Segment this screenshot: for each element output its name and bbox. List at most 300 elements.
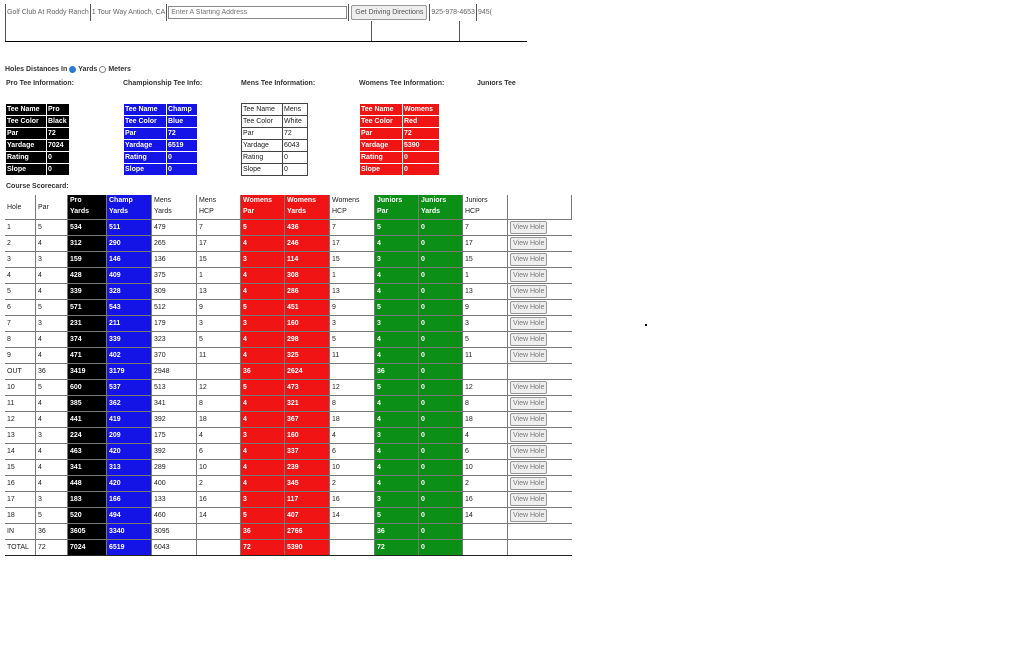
scorecard-cell: 16: [330, 492, 375, 508]
scorecard-cell: 4: [375, 460, 419, 476]
champ-tee-row: [124, 128, 198, 140]
scorecard-cell: 4: [241, 476, 285, 492]
view-hole-cell: [508, 332, 572, 348]
scorecard-cell: 436: [285, 220, 330, 236]
scorecard-cell: 15: [5, 460, 36, 476]
scorecard-cell: 5: [330, 332, 375, 348]
scorecard-cell: 11: [5, 396, 36, 412]
scorecard-cell: 2: [5, 236, 36, 252]
scorecard-cell: 3: [241, 316, 285, 332]
scorecard-cell: 4: [241, 284, 285, 300]
scorecard-row: [5, 364, 572, 380]
scorecard-cell: 309: [152, 284, 197, 300]
scorecard-cell: 4: [36, 268, 68, 284]
scorecard-cell: 511: [107, 220, 152, 236]
scorecard-row: [5, 380, 572, 396]
scorecard-cell: 4: [241, 236, 285, 252]
scorecard-row: [5, 540, 572, 556]
scorecard-cell: 6: [5, 300, 36, 316]
scorecard-cell: 479: [152, 220, 197, 236]
scorecard-cell: 3: [241, 428, 285, 444]
scorecard-cell: 385: [68, 396, 107, 412]
scorecard-cell: 370: [152, 348, 197, 364]
scorecard-cell: 4: [330, 428, 375, 444]
scorecard-cell: 0: [419, 364, 463, 380]
scorecard-cell: 537: [107, 380, 152, 396]
scorecard-cell: 409: [107, 268, 152, 284]
view-hole-button[interactable]: View Hole: [510, 413, 547, 426]
scorecard-cell: 1: [463, 268, 508, 284]
scorecard-cell: [330, 524, 375, 540]
scorecard-cell: 0: [419, 444, 463, 460]
scorecard-cell: 341: [68, 460, 107, 476]
scorecard-cell: 12: [463, 380, 508, 396]
pro-tee-label: Rating: [6, 152, 47, 164]
scorecard-cell: 460: [152, 508, 197, 524]
scorecard-cell: 0: [419, 236, 463, 252]
scorecard-cell: 375: [152, 268, 197, 284]
scorecard-cell: 5: [36, 220, 68, 236]
champ-tee-row: [124, 104, 198, 116]
scorecard-cell: [463, 540, 508, 556]
mens-tee-value: 72: [283, 128, 308, 140]
scorecard-cell: 0: [419, 396, 463, 412]
yards-radio[interactable]: [69, 66, 76, 73]
scorecard-cell: 4: [241, 460, 285, 476]
scorecard-cell: 4: [241, 348, 285, 364]
scorecard-cell: 72: [36, 540, 68, 556]
mens-tee-value: 0: [283, 152, 308, 164]
mens-tee-value: White: [283, 116, 308, 128]
scorecard-cell: [330, 364, 375, 380]
view-hole-cell: [508, 444, 572, 460]
scorecard-cell: 13: [463, 284, 508, 300]
scorecard-cell: 1: [197, 268, 241, 284]
champ-tee-value: Champ: [167, 104, 198, 116]
scorecard-cell: 323: [152, 332, 197, 348]
scorecard-cell: 36: [241, 364, 285, 380]
scorecard-cell: 133: [152, 492, 197, 508]
units-label: Holes Distances In: [5, 66, 68, 73]
scorecard-cell: 7: [197, 220, 241, 236]
scorecard-cell: 451: [285, 300, 330, 316]
mens-tee-label: Tee Color: [242, 116, 283, 128]
scorecard-row: [5, 332, 572, 348]
scorecard-row: [5, 284, 572, 300]
scorecard-cell: 18: [330, 412, 375, 428]
view-hole-button[interactable]: View Hole: [510, 253, 547, 266]
womens-tee-row: [360, 128, 440, 140]
scorecard-cell: 15: [463, 252, 508, 268]
mens-tee-label: Tee Name: [242, 104, 283, 116]
womens-tee-row: [360, 104, 440, 116]
view-hole-button[interactable]: View Hole: [510, 445, 547, 458]
scorecard-cell: 7: [5, 316, 36, 332]
scorecard-cell: 72: [375, 540, 419, 556]
scorecard-cell: 3: [375, 316, 419, 332]
scorecard-cell: 72: [241, 540, 285, 556]
scorecard-cell: 339: [107, 332, 152, 348]
view-hole-cell: [508, 524, 572, 540]
scorecard-cell: 374: [68, 332, 107, 348]
view-hole-cell: [508, 236, 572, 252]
view-hole-cell: [508, 252, 572, 268]
meters-radio[interactable]: [99, 66, 106, 73]
scorecard-row: [5, 476, 572, 492]
scorecard-cell: 0: [419, 428, 463, 444]
pro-tee-row: [6, 128, 70, 140]
view-hole-cell: [508, 348, 572, 364]
scorecard-row: [5, 460, 572, 476]
scorecard-cell: 4: [197, 428, 241, 444]
scorecard-cell: 5: [241, 220, 285, 236]
view-hole-cell: [508, 508, 572, 524]
scorecard-cell: 0: [419, 268, 463, 284]
scorecard-cell: 3095: [152, 524, 197, 540]
scorecard-cell: 328: [107, 284, 152, 300]
view-hole-button[interactable]: View Hole: [510, 349, 547, 362]
meters-label: Meters: [108, 66, 131, 73]
scorecard-cell: 18: [197, 412, 241, 428]
scorecard-cell: 8: [463, 396, 508, 412]
scorecard-cell: 18: [463, 412, 508, 428]
champ-tee-value: 6519: [167, 140, 198, 152]
scorecard-cell: 14: [5, 444, 36, 460]
scorecard-cell: 239: [285, 460, 330, 476]
view-hole-cell: [508, 476, 572, 492]
scorecard-cell: 0: [419, 460, 463, 476]
scorecard-cell: 12: [197, 380, 241, 396]
scorecard-cell: 3: [375, 428, 419, 444]
scorecard-row: [5, 220, 572, 236]
scorecard-cell: OUT: [5, 364, 36, 380]
scorecard-cell: 534: [68, 220, 107, 236]
scorecard-cell: 16: [197, 492, 241, 508]
womens-tee-value: 0: [403, 152, 440, 164]
scorecard-table: [5, 195, 572, 556]
champ-tee-label: Yardage: [124, 140, 167, 152]
scorecard-cell: 6043: [152, 540, 197, 556]
womens-tee-heading: Womens Tee Information:: [359, 80, 445, 87]
scorecard-cell: 16: [463, 492, 508, 508]
scorecard-cell: 2948: [152, 364, 197, 380]
view-hole-button[interactable]: View Hole: [510, 381, 547, 394]
scorecard-header-cell: [508, 195, 572, 220]
pro-tee-row: [6, 104, 70, 116]
scorecard-cell: 337: [285, 444, 330, 460]
scorecard-cell: 5390: [285, 540, 330, 556]
womens-tee-row: [360, 152, 440, 164]
scorecard-cell: 321: [285, 396, 330, 412]
scorecard-cell: 7024: [68, 540, 107, 556]
scorecard-row: [5, 492, 572, 508]
champ-tee-row: [124, 152, 198, 164]
champ-tee-value: 0: [167, 152, 198, 164]
scorecard-cell: 4: [36, 460, 68, 476]
scorecard-cell: 298: [285, 332, 330, 348]
scorecard-cell: 0: [419, 220, 463, 236]
scorecard-header-cell: Womens HCP: [330, 195, 375, 220]
scorecard-cell: 5: [241, 508, 285, 524]
scorecard-cell: 428: [68, 268, 107, 284]
scorecard-cell: 571: [68, 300, 107, 316]
scorecard-cell: IN: [5, 524, 36, 540]
scorecard-header-cell: Womens Par: [241, 195, 285, 220]
scorecard-cell: 448: [68, 476, 107, 492]
scorecard-cell: 4: [375, 236, 419, 252]
scorecard-cell: 9: [197, 300, 241, 316]
scorecard-cell: 4: [36, 444, 68, 460]
pro-tee-row: [6, 164, 70, 176]
scorecard-cell: 4: [36, 332, 68, 348]
view-hole-button[interactable]: View Hole: [510, 285, 547, 298]
womens-tee-label: Slope: [360, 164, 403, 176]
mens-tee-value: 6043: [283, 140, 308, 152]
scorecard-cell: 17: [197, 236, 241, 252]
view-hole-button[interactable]: View Hole: [510, 461, 547, 474]
scorecard-header-cell: Pro Yards: [68, 195, 107, 220]
scorecard-header-row: [5, 195, 572, 220]
scorecard-cell: 4: [36, 236, 68, 252]
scorecard-cell: 6519: [107, 540, 152, 556]
scorecard-cell: 13: [197, 284, 241, 300]
scorecard-cell: 0: [419, 284, 463, 300]
champ-tee-label: Slope: [124, 164, 167, 176]
scorecard-cell: 6: [330, 444, 375, 460]
scorecard-header-cell: Womens Yards: [285, 195, 330, 220]
champ-tee-label: Tee Name: [124, 104, 167, 116]
scorecard-cell: 3: [330, 316, 375, 332]
pro-tee-value: Pro: [47, 104, 70, 116]
scorecard-cell: 0: [419, 300, 463, 316]
scorecard-header-cell: Juniors Yards: [419, 195, 463, 220]
scorecard-cell: 5: [375, 380, 419, 396]
scorecard-cell: [197, 540, 241, 556]
scorecard-cell: 18: [5, 508, 36, 524]
mens-tee-row: [242, 128, 308, 140]
scorecard-cell: 10: [197, 460, 241, 476]
scorecard-cell: 36: [375, 364, 419, 380]
scorecard-cell: 36: [375, 524, 419, 540]
scorecard-cell: 4: [241, 332, 285, 348]
view-hole-button[interactable]: View Hole: [510, 397, 547, 410]
scorecard-cell: 117: [285, 492, 330, 508]
view-hole-button[interactable]: View Hole: [510, 317, 547, 330]
scorecard-cell: 11: [463, 348, 508, 364]
scorecard-cell: 0: [419, 252, 463, 268]
scorecard-cell: 14: [330, 508, 375, 524]
view-hole-cell: [508, 460, 572, 476]
mens-tee-row: [242, 104, 308, 116]
mens-tee-row: [242, 164, 308, 176]
pro-tee-heading: Pro Tee Information:: [6, 80, 74, 87]
view-hole-cell: [508, 220, 572, 236]
scorecard-cell: 11: [330, 348, 375, 364]
stray-dot: [645, 324, 647, 326]
scorecard-cell: 5: [241, 300, 285, 316]
scorecard-cell: 4: [375, 396, 419, 412]
mens-tee-label: Yardage: [242, 140, 283, 152]
scorecard-cell: 5: [197, 332, 241, 348]
scorecard-cell: [463, 364, 508, 380]
scorecard-cell: 5: [463, 332, 508, 348]
scorecard-cell: 441: [68, 412, 107, 428]
scorecard-cell: 5: [375, 220, 419, 236]
womens-tee-value: Womens: [403, 104, 440, 116]
juniors-tee-heading: Juniors Tee: [477, 80, 516, 87]
pro-tee-value: Black: [47, 116, 70, 128]
scorecard-cell: 3419: [68, 364, 107, 380]
womens-tee-value: 5390: [403, 140, 440, 152]
scorecard-cell: 308: [285, 268, 330, 284]
view-hole-button[interactable]: View Hole: [510, 269, 547, 282]
scorecard-header-cell: Hole: [5, 195, 36, 220]
scorecard-cell: 4: [36, 348, 68, 364]
view-hole-button[interactable]: View Hole: [510, 221, 547, 234]
scorecard-cell: 7: [330, 220, 375, 236]
scorecard-header-cell: Juniors Par: [375, 195, 419, 220]
scorecard-cell: 11: [197, 348, 241, 364]
scorecard-cell: 290: [107, 236, 152, 252]
champ-tee-value: Blue: [167, 116, 198, 128]
scorecard-cell: 17: [330, 236, 375, 252]
scorecard-cell: 402: [107, 348, 152, 364]
scorecard-cell: 0: [419, 316, 463, 332]
mens-tee-label: Par: [242, 128, 283, 140]
scorecard-cell: 9: [5, 348, 36, 364]
scorecard-cell: 4: [375, 332, 419, 348]
scorecard-cell: 463: [68, 444, 107, 460]
view-hole-button[interactable]: View Hole: [510, 429, 547, 442]
scorecard-cell: 2766: [285, 524, 330, 540]
pro-tee-value: 0: [47, 164, 70, 176]
view-hole-cell: [508, 412, 572, 428]
scorecard-header-cell: Champ Yards: [107, 195, 152, 220]
scorecard-cell: 209: [107, 428, 152, 444]
womens-tee-row: [360, 140, 440, 152]
scorecard-cell: 5: [375, 300, 419, 316]
view-hole-button[interactable]: View Hole: [510, 493, 547, 506]
distance-units: [5, 66, 131, 73]
view-hole-button[interactable]: View Hole: [510, 237, 547, 250]
view-hole-button[interactable]: View Hole: [510, 333, 547, 346]
scorecard-cell: 160: [285, 316, 330, 332]
scorecard-cell: 5: [375, 508, 419, 524]
champ-tee-row: [124, 164, 198, 176]
womens-tee-label: Rating: [360, 152, 403, 164]
scorecard-cell: 4: [241, 396, 285, 412]
yards-label: Yards: [78, 66, 98, 73]
scorecard-cell: 4: [375, 412, 419, 428]
scorecard-cell: 520: [68, 508, 107, 524]
womens-tee-label: Tee Name: [360, 104, 403, 116]
scorecard-cell: 4: [375, 348, 419, 364]
scorecard-cell: 2: [463, 476, 508, 492]
view-hole-button[interactable]: View Hole: [510, 301, 547, 314]
scorecard-cell: 312: [68, 236, 107, 252]
scorecard-cell: 4: [5, 268, 36, 284]
scorecard-row: [5, 444, 572, 460]
scorecard-cell: 4: [375, 284, 419, 300]
club-extra: 945(: [477, 9, 492, 16]
scorecard-cell: 159: [68, 252, 107, 268]
scorecard-cell: 166: [107, 492, 152, 508]
champ-tee-heading: Championship Tee Info:: [123, 80, 203, 87]
womens-tee-value: 0: [403, 164, 440, 176]
scorecard-cell: 4: [241, 412, 285, 428]
scorecard-cell: 3340: [107, 524, 152, 540]
scorecard-cell: 513: [152, 380, 197, 396]
scorecard-cell: [197, 524, 241, 540]
scorecard-cell: 4: [36, 396, 68, 412]
scorecard-cell: 367: [285, 412, 330, 428]
view-hole-button[interactable]: View Hole: [510, 477, 547, 490]
scorecard-cell: 5: [5, 284, 36, 300]
scorecard-cell: 512: [152, 300, 197, 316]
scorecard-cell: 325: [285, 348, 330, 364]
scorecard-cell: 3: [375, 252, 419, 268]
mens-tee-value: 0: [283, 164, 308, 176]
scorecard-cell: 10: [463, 460, 508, 476]
champ-tee-label: Rating: [124, 152, 167, 164]
scorecard-cell: 0: [419, 380, 463, 396]
womens-tee-value: Red: [403, 116, 440, 128]
scorecard-cell: 14: [463, 508, 508, 524]
pro-tee-value: 0: [47, 152, 70, 164]
scorecard-cell: 3605: [68, 524, 107, 540]
scorecard-cell: 114: [285, 252, 330, 268]
view-hole-cell: [508, 268, 572, 284]
pro-tee-row: [6, 140, 70, 152]
scorecard-cell: 8: [197, 396, 241, 412]
scorecard-cell: 5: [36, 380, 68, 396]
scorecard-cell: 3: [36, 316, 68, 332]
scorecard-cell: 4: [241, 268, 285, 284]
pro-tee-label: Tee Color: [6, 116, 47, 128]
view-hole-cell: [508, 492, 572, 508]
scorecard-row: [5, 268, 572, 284]
scorecard-cell: 3: [197, 316, 241, 332]
scorecard-cell: 0: [419, 540, 463, 556]
scorecard-row: [5, 428, 572, 444]
champ-tee-row: [124, 116, 198, 128]
scorecard-cell: 339: [68, 284, 107, 300]
mens-tee-row: [242, 116, 308, 128]
champ-tee-value: 72: [167, 128, 198, 140]
starting-address-input[interactable]: [168, 6, 347, 19]
scorecard-cell: 17: [5, 492, 36, 508]
scorecard-cell: 3: [36, 492, 68, 508]
scorecard-cell: 10: [330, 460, 375, 476]
mens-tee-table: [241, 103, 308, 176]
scorecard-cell: 265: [152, 236, 197, 252]
scorecard-cell: 419: [107, 412, 152, 428]
get-directions-button[interactable]: Get Driving Directions: [351, 5, 427, 20]
womens-tee-table: [359, 103, 440, 176]
scorecard-cell: 160: [285, 428, 330, 444]
view-hole-cell: [508, 428, 572, 444]
scorecard-cell: 15: [330, 252, 375, 268]
scorecard-cell: 0: [419, 476, 463, 492]
view-hole-cell: [508, 396, 572, 412]
view-hole-button[interactable]: View Hole: [510, 509, 547, 522]
scorecard-row: [5, 236, 572, 252]
scorecard-cell: 543: [107, 300, 152, 316]
scorecard-cell: 0: [419, 508, 463, 524]
pro-tee-label: Par: [6, 128, 47, 140]
scorecard-row: [5, 396, 572, 412]
scorecard-cell: 146: [107, 252, 152, 268]
